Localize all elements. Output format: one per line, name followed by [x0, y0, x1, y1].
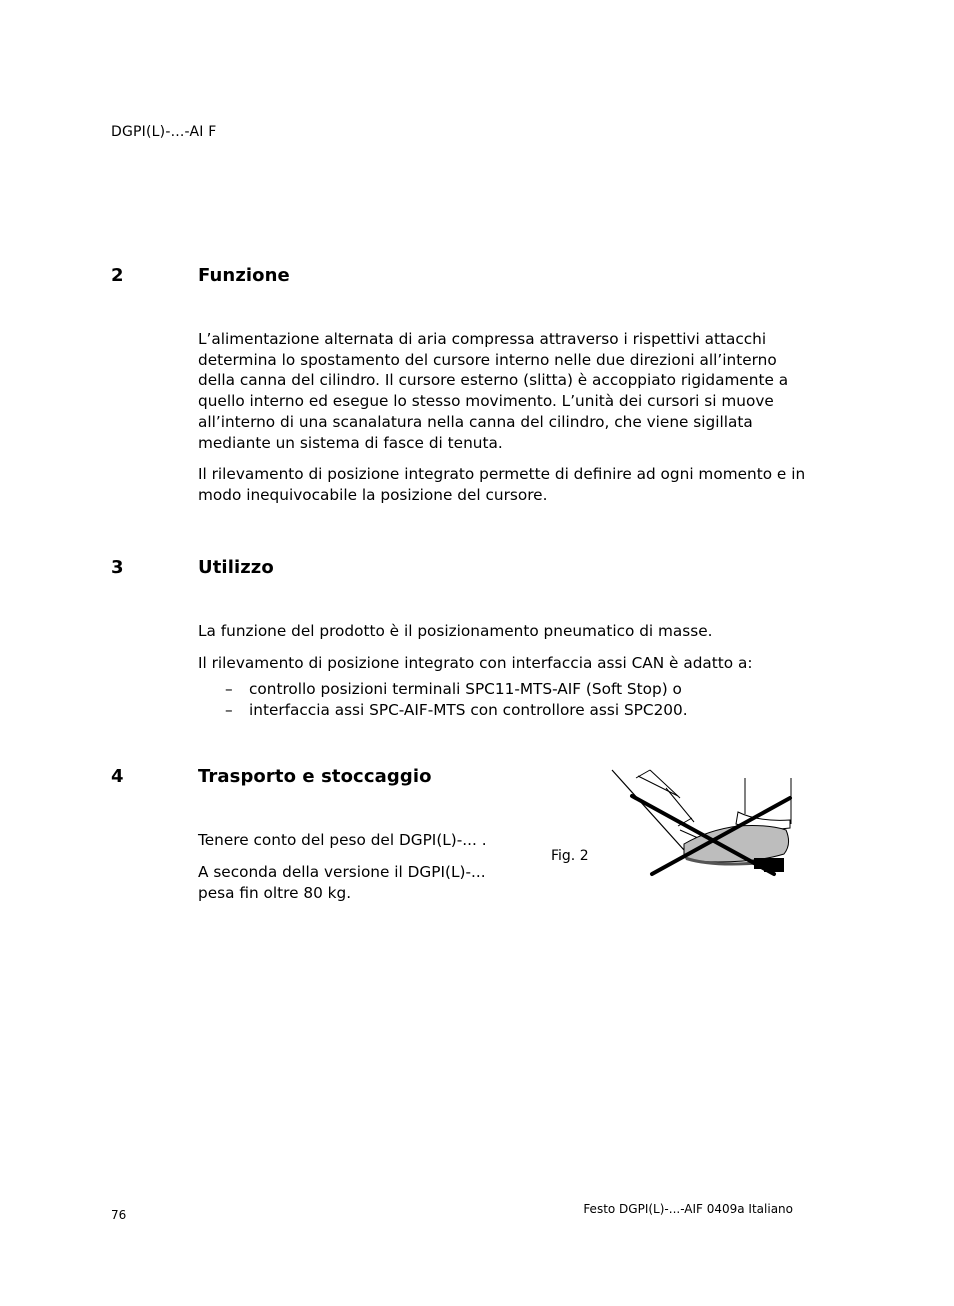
footer-doc-info: Festo DGPI(L)-...-AIF 0409a Italiano [583, 1202, 793, 1216]
section-4-paragraph-1: Tenere conto del peso del DGPI(L)-... . [198, 831, 487, 849]
bullet-text: controllo posizioni terminali SPC11-MTS-AIF (Soft Stop) o [249, 680, 682, 698]
bullet-dash: – [225, 700, 233, 719]
section-4-title: Trasporto e stoccaggio [198, 766, 432, 787]
section-2-paragraph-1: L’alimentazione alternata di aria compressa attraverso i rispettivi attacchi determina lo spostamento del cursore interno nelle due direzioni all’interno della canna del cilindro. Il cursore esterno (slitta) è accoppiato rigidamente a quello interno ed esegue lo stesso movimento. L’unità dei cursori si muove all’interno di una scanalatura nella canna del cilindro, che viene sigillata mediante un sistema di fasce di tenuta. [198, 330, 789, 452]
section-3-title: Utilizzo [198, 557, 274, 578]
page-number: 76 [111, 1208, 127, 1222]
section-2-number: 2 [111, 265, 124, 286]
section-3-paragraph-2: Il rilevamento di posizione integrato con interfaccia assi CAN è adatto a: [198, 654, 753, 672]
bullet-text: interfaccia assi SPC-AIF-MTS con controllore assi SPC200. [249, 700, 688, 719]
figure-caption: Fig. 2 [551, 848, 589, 864]
section-2-title: Funzione [198, 265, 290, 286]
section-3-bullet-list [198, 679, 808, 720]
header-doc-code: DGPI(L)-...-AI F [111, 124, 217, 140]
section-2-paragraph-2: Il rilevamento di posizione integrato permette di definire ad ogni momento e in modo inequivocabile la posizione del cursore. [198, 465, 806, 504]
section-4-number: 4 [111, 766, 124, 787]
no-foot-lift-icon [608, 766, 798, 880]
bullet-dash: – [225, 680, 233, 698]
section-4-paragraph-2: A seconda della versione il DGPI(L)-... pesa fin oltre 80 kg. [198, 863, 486, 902]
list-item [198, 700, 808, 721]
section-3-number: 3 [111, 557, 124, 578]
list-item [198, 679, 808, 700]
section-3-paragraph-1: La funzione del prodotto è il posizionamento pneumatico di masse. [198, 622, 713, 640]
